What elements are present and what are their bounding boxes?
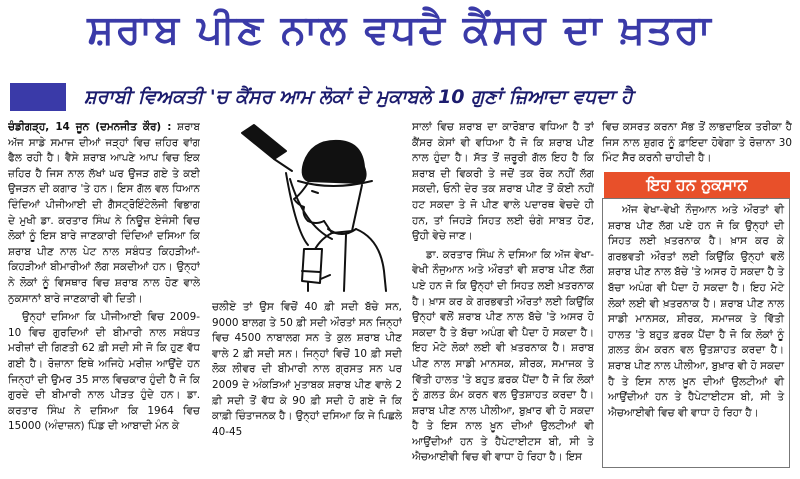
article-column-4 [602, 120, 792, 170]
article-paragraph: ਸਾਲਾਂ ਵਿਚ ਸ਼ਰਾਬ ਦਾ ਕਾਰੋਬਾਰ ਵਧਿਆ ਹੈ ਤਾਂ ਕੈਂਸਰ ਕੇਸਾਂ ਵੀ ਵਧਿਆ ਹੈ ਜੋ ਕਿ ਸ਼ਰਾਬ ਪੀਣ ਨਾਲ ਹੁੰਦਾ ਹੈ। ਸੱਤ ਤੋਂ ਜ਼ਰੂਰੀ ਗੱਲ ਇਹ ਹੈ ਕਿ ਸ਼ਰਾਬ ਦੀ ਵਿਕਰੀ ਤੇ ਜਦੋਂ ਤਕ ਰੋਕ ਨਹੀਂ ਲੱਗ ਸਕਦੀ, ਓਨੀ ਦੇਰ ਤਕ ਸ਼ਰਾਬ ਪੀਣ ਤੋਂ ਕੋਈ ਨਹੀਂ ਹਟ ਸਕਦਾ ਤੇ ਜੋ ਪੀਣ ਵਾਲੇ ਪਦਾਰਥ ਵੇਚਦੇ ਹੀ ਹਨ, ਤਾਂ ਜਿਹੜੇ ਸਿਹਤ ਲਈ ਚੰਗੇ ਸਾਬਤ ਹੋਣ, ਉਹੀ ਵੇਚੇ ਜਾਣ। [412, 121, 594, 243]
paragraph-text: ਸ਼ਰਾਬ ਅੱਜ ਸਾਡੇ ਸਮਾਜ ਦੀਆਂ ਜੜ੍ਹਾਂ ਵਿਚ ਜ਼ਹਿਰ ਵਾਂਗ ਫੈਲ ਰਹੀ ਹੈ। ਵੈਸੇ ਸ਼ਰਾਬ ਆਪਣੇ ਆਪ ਵਿਚ ਇਕ ਜ਼ਹਿਰ ਹੈ ਜਿਸ ਨਾਲ ਲੱਖਾਂ ਘਰ ਉਜੜ ਗਏ ਤੇ ਕਈ ਉਜੜਨ ਦੀ ਕਗਾਰ 'ਤੇ ਹਨ। ਇਸ ਗੱਲ ਵਲ ਧਿਆਨ ਦਿੰਦਿਆਂ ਪੀਜੀਆਈ ਦੀ ਗੈਸਟ੍ਰੋਇੰਟੇਲੋਜੀ ਵਿਭਾਗ ਦੇ ਮੁਖੀ ਡਾ. ਕਰਤਾਰ ਸਿੰਘ ਨੇ ਨਿਊਜ਼ ਏਜੰਸੀ ਵਿਚ ਲੋਕਾਂ ਨੂੰ ਇਸ ਬਾਰੇ ਜਾਣਕਾਰੀ ਦਿੰਦਿਆਂ ਦਸਿਆ ਕਿ ਸ਼ਰਾਬ ਪੀਣ ਨਾਲ ਪੇਟ ਨਾਲ ਸਬੰਧਤ ਕਿਹੜੀਆਂ-ਕਿਹੜੀਆਂ ਬੀਮਾਰੀਆਂ ਲੱਗ ਸਕਦੀਆਂ ਹਨ। ਉਨ੍ਹਾਂ ਨੇ ਲੋਕਾਂ ਨੂੰ ਵਿਸਥਾਰ ਵਿਚ ਸ਼ਰਾਬ ਨਾਲ ਹੋਣ ਵਾਲੇ ਨੁਕਸਾਨਾਂ ਬਾਰੇ ਜਾਣਕਾਰੀ ਵੀ ਦਿਤੀ। [8, 121, 200, 305]
man-drinking-illustration [212, 121, 402, 293]
article-paragraph: ਉਨ੍ਹਾਂ ਦਸਿਆ ਕਿ ਪੀਜੀਆਈ ਵਿਚ 2009-10 ਵਿਚ ਗੁਰਦਿਆਂ ਦੀ ਬੀਮਾਰੀ ਨਾਲ ਸਬੰਧਤ ਮਰੀਜ਼ਾਂ ਦੀ ਗਿਣਤੀ 62 ਫ਼ੀ ਸਦੀ ਸੀ ਜੋ ਕਿ ਹੁਣ ਵੱਧ ਗਈ ਹੈ। ਰੋਜ਼ਾਨਾ ਇਥੇ ਅਜਿਹੇ ਮਰੀਜ਼ ਆਉਂਦੇ ਹਨ ਜਿਨ੍ਹਾਂ ਦੀ ਉਮਰ 35 ਸਾਲ ਵਿਚਕਾਰ ਹੁੰਦੀ ਹੈ ਜੋ ਕਿ ਗੁਰਦੇ ਦੀ ਬੀਮਾਰੀ ਨਾਲ ਪੀੜਤ ਹੁੰਦੇ ਹਨ। ਡਾ. ਕਰਤਾਰ ਸਿੰਘ ਨੇ ਦਸਿਆ ਕਿ 1964 ਵਿਚ 15000 (ਅੰਦਾਜ਼ਨ) ਪਿੰਡ ਦੀ ਆਬਾਦੀ ਮੰਨ ਕੇ [8, 311, 200, 433]
article-column-2 [212, 300, 402, 476]
article-paragraph: ਚਲੀਏ ਤਾਂ ਉਸ ਵਿਚੋਂ 40 ਫ਼ੀ ਸਦੀ ਬੱਚੇ ਸਨ, 9000 ਬਾਲਗ ਤੇ 50 ਫ਼ੀ ਸਦੀ ਔਰਤਾਂ ਸਨ ਜਿਨ੍ਹਾਂ ਵਿਚ 4500 ਨਾਬਾਲਗ ਸਨ ਤੇ ਕੁਲ ਸ਼ਰਾਬ ਪੀਣ ਵਾਲੇ 2 ਫ਼ੀ ਸਦੀ ਸਨ। ਜਿਨ੍ਹਾਂ ਵਿਚੋਂ 10 ਫ਼ੀ ਸਦੀ ਲੋਕ ਲੀਵਰ ਦੀ ਬੀਮਾਰੀ ਨਾਲ ਗ੍ਰਸਤ ਸਨ ਪਰ 2009 ਦੇ ਅੰਕੜਿਆਂ ਮੁਤਾਬਕ ਸ਼ਰਾਬ ਪੀਣ ਵਾਲੇ 2 ਫ਼ੀ ਸਦੀ ਤੋਂ ਵੱਧ ਕੇ 90 ਫ਼ੀ ਸਦੀ ਹੋ ਗਏ ਜੋ ਕਿ ਕਾਫ਼ੀ ਚਿੰਤਾਜਨਕ ਹੈ। ਉਨ੍ਹਾਂ ਦਸਿਆ ਕਿ ਜੇ ਪਿਛਲੇ 40-45 [212, 301, 402, 438]
article-paragraph [8, 120, 200, 307]
dateline: ਚੰਡੀਗੜ੍ਹ, 14 ਜੂਨ (ਦਮਨਜੀਤ ਕੌਰ) : [8, 121, 172, 133]
article-column-3 [412, 120, 594, 476]
deck-accent-bar [10, 83, 66, 111]
article-column-1 [8, 120, 200, 476]
sidebox [602, 198, 790, 468]
article-paragraph: ਡਾ. ਕਰਤਾਰ ਸਿੰਘ ਨੇ ਦਸਿਆ ਕਿ ਅੱਜ ਵੇਖਾ-ਵੇਖੀ ਨੌਜੁਆਨ ਅਤੇ ਔਰਤਾਂ ਵੀ ਸ਼ਰਾਬ ਪੀਣ ਲੱਗ ਪਏ ਹਨ ਜੋ ਕਿ ਉਨ੍ਹਾਂ ਦੀ ਸਿਹਤ ਲਈ ਖ਼ਤਰਨਾਕ ਹੈ। ਖ਼ਾਸ ਕਰ ਕੇ ਗਰਭਵਤੀ ਔਰਤਾਂ ਲਈ ਕਿਉਂਕਿ ਉਨ੍ਹਾਂ ਵਲੋਂ ਸ਼ਰਾਬ ਪੀਣ ਨਾਲ ਬੱਚੇ 'ਤੇ ਅਸਰ ਹੋ ਸਕਦਾ ਹੈ ਤੇ ਬੱਚਾ ਅਪੰਗ ਵੀ ਪੈਦਾ ਹੋ ਸਕਦਾ ਹੈ। ਇਹ ਮੋਟੇ ਲੋਕਾਂ ਲਈ ਵੀ ਖ਼ਤਰਨਾਕ ਹੈ। ਸ਼ਰਾਬ ਪੀਣ ਨਾਲ ਸਾਡੀ ਮਾਨਸਕ, ਸ਼ੀਰਕ, ਸਮਾਜਕ ਤੇ ਵਿੱਤੀ ਹਾਲਤ 'ਤੇ ਬਹੁਤ ਫ਼ਰਕ ਪੈਂਦਾ ਹੈ ਜੋ ਕਿ ਲੋਕਾਂ ਨੂੰ ਗ਼ਲਤ ਕੰਮ ਕਰਨ ਵਲ ਉਤਸ਼ਾਹਤ ਕਰਦਾ ਹੈ। ਸ਼ਰਾਬ ਪੀਣ ਨਾਲ ਪੀਲੀਆ, ਬੁਖ਼ਾਰ ਵੀ ਹੋ ਸਕਦਾ ਹੈ ਤੇ ਇਸ ਨਾਲ ਖ਼ੂਨ ਦੀਆਂ ਉਲਟੀਆਂ ਵੀ ਆਉਂਦੀਆਂ ਹਨ ਤੇ ਹੈਪੇਟਾਈਟਸ ਬੀ, ਸੀ ਤੇ ਐਚਆਈਵੀ ਵਿਚ ਵੀ ਵਾਧਾ ਹੋ ਰਿਹਾ ਹੈ। ਇਸ [412, 248, 594, 464]
headline: ਸ਼ਰਾਬ ਪੀਣ ਨਾਲ ਵਧਦੈ ਕੈਂਸਰ ਦਾ ਖ਼ਤਰਾ [87, 7, 713, 53]
article-paragraph: ਵਿਚ ਕਸਰਤ ਕਰਨਾ ਸੱਭ ਤੋਂ ਲਾਭਦਾਇਕ ਤਰੀਕਾ ਹੈ ਜਿਸ ਨਾਲ ਸ਼ੁਗਰ ਨੂੰ ਫ਼ਾਇਦਾ ਹੋਵੇਗਾ ਤੇ ਰੋਜ਼ਾਨਾ 30 ਮਿੰਟ ਸੈਰ ਕਰਨੀ ਚਾਹੀਦੀ ਹੈ। [602, 121, 792, 165]
sidebox-title: ਇਹ ਹਨ ਨੁਕਸਾਨ [604, 172, 790, 198]
subheadline: ਸ਼ਰਾਬੀ ਵਿਅਕਤੀ 'ਚ ਕੈਂਸਰ ਆਮ ਲੋਕਾਂ ਦੇ ਮੁਕਾਬਲੇ 10 ਗੁਣਾਂ ਜ਼ਿਆਦਾ ਵਧਦਾ ਹੈ [84, 86, 633, 108]
article-photo [212, 121, 402, 293]
sidebox-text: ਅੱਜ ਵੇਖਾ-ਵੇਖੀ ਨੌਜੁਆਨ ਅਤੇ ਔਰਤਾਂ ਵੀ ਸ਼ਰਾਬ ਪੀਣ ਲੱਗ ਪਏ ਹਨ ਜੋ ਕਿ ਉਨ੍ਹਾਂ ਦੀ ਸਿਹਤ ਲਈ ਖ਼ਤਰਨਾਕ ਹੈ। ਖ਼ਾਸ ਕਰ ਕੇ ਗਰਭਵਤੀ ਔਰਤਾਂ ਲਈ ਕਿਉਂਕਿ ਉਨ੍ਹਾਂ ਵਲੋਂ ਸ਼ਰਾਬ ਪੀਣ ਨਾਲ ਬੱਚੇ 'ਤੇ ਅਸਰ ਹੋ ਸਕਦਾ ਹੈ ਤੇ ਬੱਚਾ ਅਪੰਗ ਵੀ ਪੈਦਾ ਹੋ ਸਕਦਾ ਹੈ। ਇਹ ਮੋਟੇ ਲੋਕਾਂ ਲਈ ਵੀ ਖ਼ਤਰਨਾਕ ਹੈ। ਸ਼ਰਾਬ ਪੀਣ ਨਾਲ ਸਾਡੀ ਮਾਨਸਕ, ਸ਼ੀਰਕ, ਸਮਾਜਕ ਤੇ ਵਿੱਤੀ ਹਾਲਤ 'ਤੇ ਬਹੁਤ ਫ਼ਰਕ ਪੈਂਦਾ ਹੈ ਜੋ ਕਿ ਲੋਕਾਂ ਨੂੰ ਗ਼ਲਤ ਕੰਮ ਕਰਨ ਵਲ ਉਤਸ਼ਾਹਤ ਕਰਦਾ ਹੈ। ਸ਼ਰਾਬ ਪੀਣ ਨਾਲ ਪੀਲੀਆ, ਬੁਖ਼ਾਰ ਵੀ ਹੋ ਸਕਦਾ ਹੈ ਤੇ ਇਸ ਨਾਲ ਖ਼ੂਨ ਦੀਆਂ ਉਲਟੀਆਂ ਵੀ ਆਉਂਦੀਆਂ ਹਨ ਤੇ ਹੈਪੇਟਾਈਟਸ ਬੀ, ਸੀ ਤੇ ਐਚਆਈਵੀ ਵਿਚ ਵੀ ਵਾਧਾ ਹੋ ਰਿਹਾ ਹੈ। [608, 204, 784, 419]
